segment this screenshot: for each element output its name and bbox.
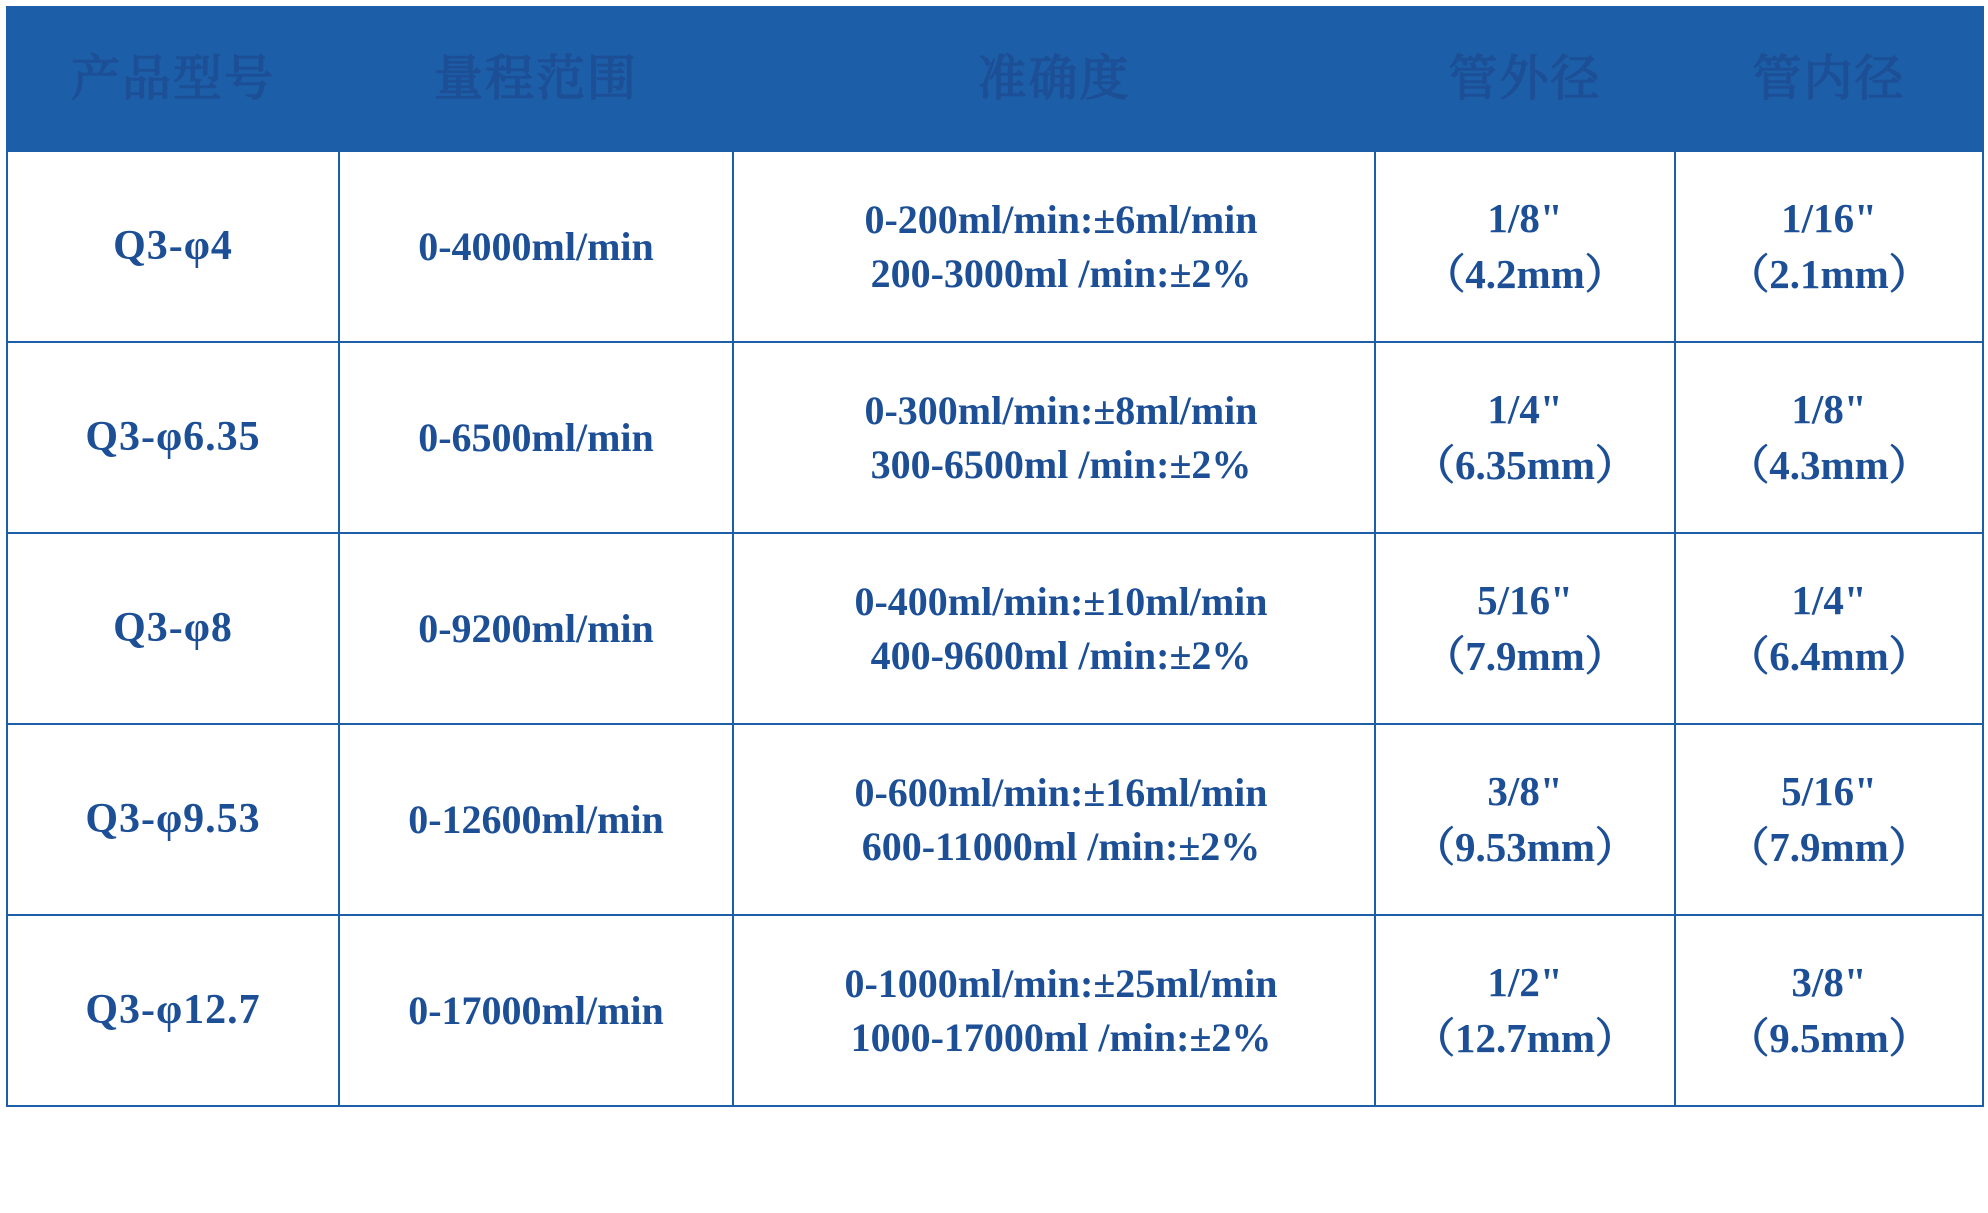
table-row xyxy=(7,151,1983,342)
cell-outer-diameter-metric: （4.2mm） xyxy=(1424,250,1626,297)
cell-accuracy xyxy=(733,915,1375,1106)
column-header-inner-diameter-label: 管内径 xyxy=(1752,51,1906,107)
cell-accuracy-line-1: 0-300ml/min:±8ml/min xyxy=(864,387,1258,433)
cell-accuracy-line-1: 0-600ml/min:±16ml/min xyxy=(854,769,1268,815)
column-header-model xyxy=(7,7,339,151)
cell-outer-diameter-fraction: 3/8" xyxy=(1487,768,1563,815)
cell-model: Q3-φ4 xyxy=(7,151,339,342)
product-specification-table xyxy=(6,6,1984,1107)
cell-accuracy-line-1: 0-1000ml/min:±25ml/min xyxy=(844,960,1278,1006)
cell-accuracy xyxy=(733,342,1375,533)
table-row xyxy=(7,342,1983,533)
cell-range: 0-9200ml/min xyxy=(339,533,733,724)
column-header-inner-diameter xyxy=(1675,7,1983,151)
table-row xyxy=(7,533,1983,724)
cell-accuracy xyxy=(733,724,1375,915)
cell-outer-diameter-fraction: 1/8" xyxy=(1487,195,1563,242)
cell-accuracy-line-1: 0-400ml/min:±10ml/min xyxy=(854,578,1268,624)
cell-inner-diameter-fraction: 1/8" xyxy=(1791,386,1867,433)
cell-inner-diameter-metric: （2.1mm） xyxy=(1728,250,1930,297)
cell-outer-diameter-fraction: 5/16" xyxy=(1477,577,1573,624)
column-header-model-label: 产品型号 xyxy=(70,51,275,107)
cell-inner-diameter-metric: （4.3mm） xyxy=(1728,441,1930,488)
cell-outer-diameter xyxy=(1375,151,1675,342)
cell-inner-diameter xyxy=(1675,533,1983,724)
cell-outer-diameter xyxy=(1375,915,1675,1106)
column-header-range xyxy=(339,7,733,151)
specification-table-container xyxy=(0,6,1988,1213)
cell-inner-diameter xyxy=(1675,724,1983,915)
cell-inner-diameter xyxy=(1675,342,1983,533)
cell-inner-diameter-metric: （9.5mm） xyxy=(1728,1014,1930,1061)
cell-outer-diameter xyxy=(1375,533,1675,724)
column-header-accuracy-label: 准确度 xyxy=(977,51,1131,107)
cell-accuracy-line-2: 400-9600ml /min:±2% xyxy=(870,632,1252,678)
cell-accuracy-line-2: 1000-17000ml /min:±2% xyxy=(850,1014,1272,1060)
cell-inner-diameter-metric: （6.4mm） xyxy=(1728,632,1930,679)
table-header xyxy=(7,7,1983,151)
table-row xyxy=(7,724,1983,915)
cell-model: Q3-φ12.7 xyxy=(7,915,339,1106)
column-header-outer-diameter xyxy=(1375,7,1675,151)
header-row xyxy=(7,7,1983,151)
cell-accuracy-line-2: 600-11000ml /min:±2% xyxy=(861,823,1261,869)
cell-inner-diameter-metric: （7.9mm） xyxy=(1728,823,1930,870)
cell-outer-diameter xyxy=(1375,342,1675,533)
column-header-range-label: 量程范围 xyxy=(433,51,638,107)
cell-outer-diameter-metric: （12.7mm） xyxy=(1413,1014,1637,1061)
cell-accuracy xyxy=(733,533,1375,724)
cell-inner-diameter-fraction: 5/16" xyxy=(1781,768,1877,815)
cell-inner-diameter xyxy=(1675,915,1983,1106)
cell-range: 0-6500ml/min xyxy=(339,342,733,533)
cell-accuracy-line-1: 0-200ml/min:±6ml/min xyxy=(864,196,1258,242)
cell-outer-diameter-metric: （7.9mm） xyxy=(1424,632,1626,679)
cell-accuracy xyxy=(733,151,1375,342)
column-header-accuracy xyxy=(733,7,1375,151)
table-body xyxy=(7,151,1983,1106)
cell-outer-diameter-metric: （6.35mm） xyxy=(1413,441,1637,488)
table-row xyxy=(7,915,1983,1106)
cell-range: 0-4000ml/min xyxy=(339,151,733,342)
cell-inner-diameter xyxy=(1675,151,1983,342)
cell-inner-diameter-fraction: 1/16" xyxy=(1781,195,1877,242)
cell-inner-diameter-fraction: 3/8" xyxy=(1791,959,1867,1006)
cell-range: 0-12600ml/min xyxy=(339,724,733,915)
column-header-outer-diameter-label: 管外径 xyxy=(1448,51,1602,107)
cell-outer-diameter xyxy=(1375,724,1675,915)
cell-range: 0-17000ml/min xyxy=(339,915,733,1106)
cell-outer-diameter-fraction: 1/4" xyxy=(1487,386,1563,433)
cell-accuracy-line-2: 200-3000ml /min:±2% xyxy=(870,250,1252,296)
cell-model: Q3-φ8 xyxy=(7,533,339,724)
cell-outer-diameter-fraction: 1/2" xyxy=(1487,959,1563,1006)
cell-accuracy-line-2: 300-6500ml /min:±2% xyxy=(870,441,1252,487)
cell-model: Q3-φ6.35 xyxy=(7,342,339,533)
cell-model: Q3-φ9.53 xyxy=(7,724,339,915)
cell-outer-diameter-metric: （9.53mm） xyxy=(1413,823,1637,870)
cell-inner-diameter-fraction: 1/4" xyxy=(1791,577,1867,624)
